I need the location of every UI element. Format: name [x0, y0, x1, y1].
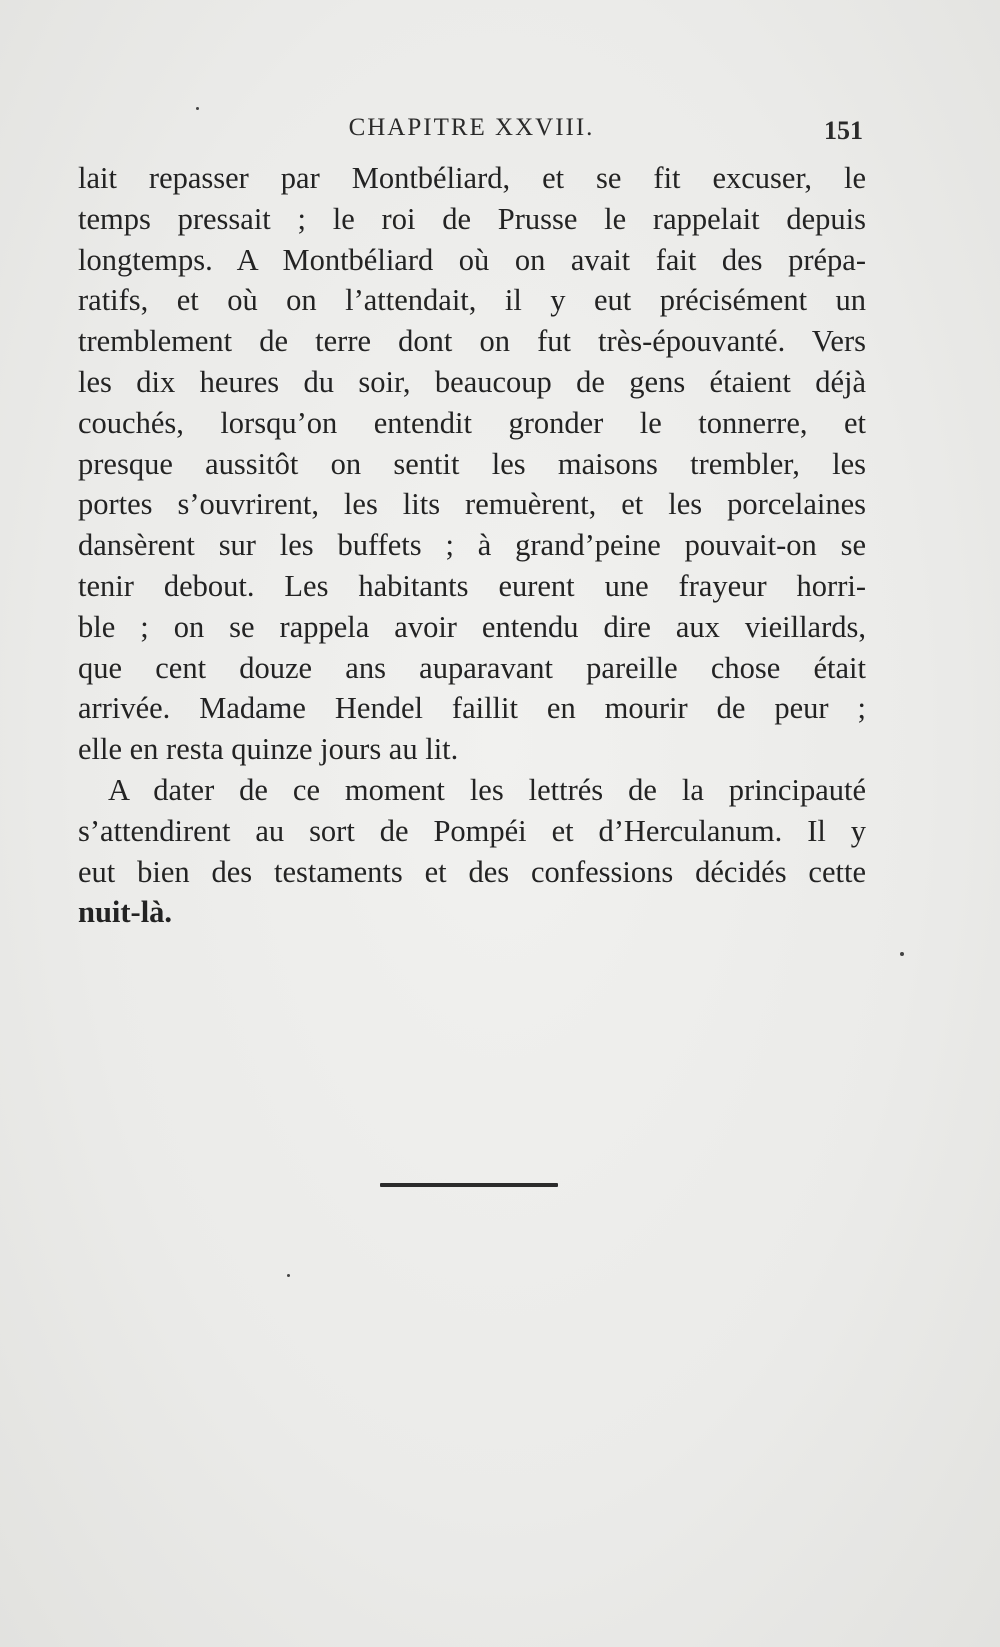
paper-speck [287, 1274, 290, 1277]
paper-speck [900, 952, 904, 956]
text-line: A dater de ce moment les lettrés de la principauté [108, 772, 866, 807]
text-line: nuit-là. [78, 895, 173, 930]
text-line: eut bien des testaments et des confessions décidés cette [78, 854, 866, 889]
text-line: couchés, lorsqu’on entendit gronder le tonnerre, et [78, 405, 866, 440]
section-end-rule [380, 1183, 558, 1187]
text-line: temps pressait ; le roi de Prusse le rappelait depuis [78, 201, 866, 236]
text-line: portes s’ouvrirent, les lits remuèrent, et les porcelaines [78, 487, 866, 522]
body-text [78, 158, 866, 933]
running-head [80, 114, 863, 150]
text-line: les dix heures du soir, beaucoup de gens étaient déjà [78, 364, 866, 399]
text-line: longtemps. A Montbéliard où on avait fait des prépa- [78, 242, 866, 277]
text-line: que cent douze ans auparavant pareille chose était [78, 650, 866, 685]
text-line: tenir debout. Les habitants eurent une frayeur horri- [78, 568, 866, 603]
text-line: lait repasser par Montbéliard, et se fit excuser, le [78, 161, 866, 195]
paper-speck [196, 107, 199, 110]
page-number: 151 [824, 116, 863, 145]
text-line: arrivée. Madame Hendel faillit en mourir de peur ; [78, 691, 866, 726]
text-line: elle en resta quinze jours au lit. [78, 732, 459, 767]
paragraph-1 [78, 158, 866, 770]
text-line: s’attendirent au sort de Pompéi et d’Herculanum. Il y [78, 813, 866, 848]
paragraph-2 [78, 770, 866, 933]
text-line: presque aussitôt on sentit les maisons trembler, les [78, 446, 866, 481]
text-line: ratifs, et où on l’attendait, il y eut précisément un [78, 283, 866, 318]
text-line: dansèrent sur les buffets ; à grand’peine pouvait-on se [78, 528, 866, 563]
text-line: tremblement de terre dont on fut très-épouvanté. Vers [78, 324, 866, 359]
chapter-title: CHAPITRE XXVIII. [348, 114, 595, 141]
text-line: ble ; on se rappela avoir entendu dire aux vieillards, [78, 609, 866, 644]
